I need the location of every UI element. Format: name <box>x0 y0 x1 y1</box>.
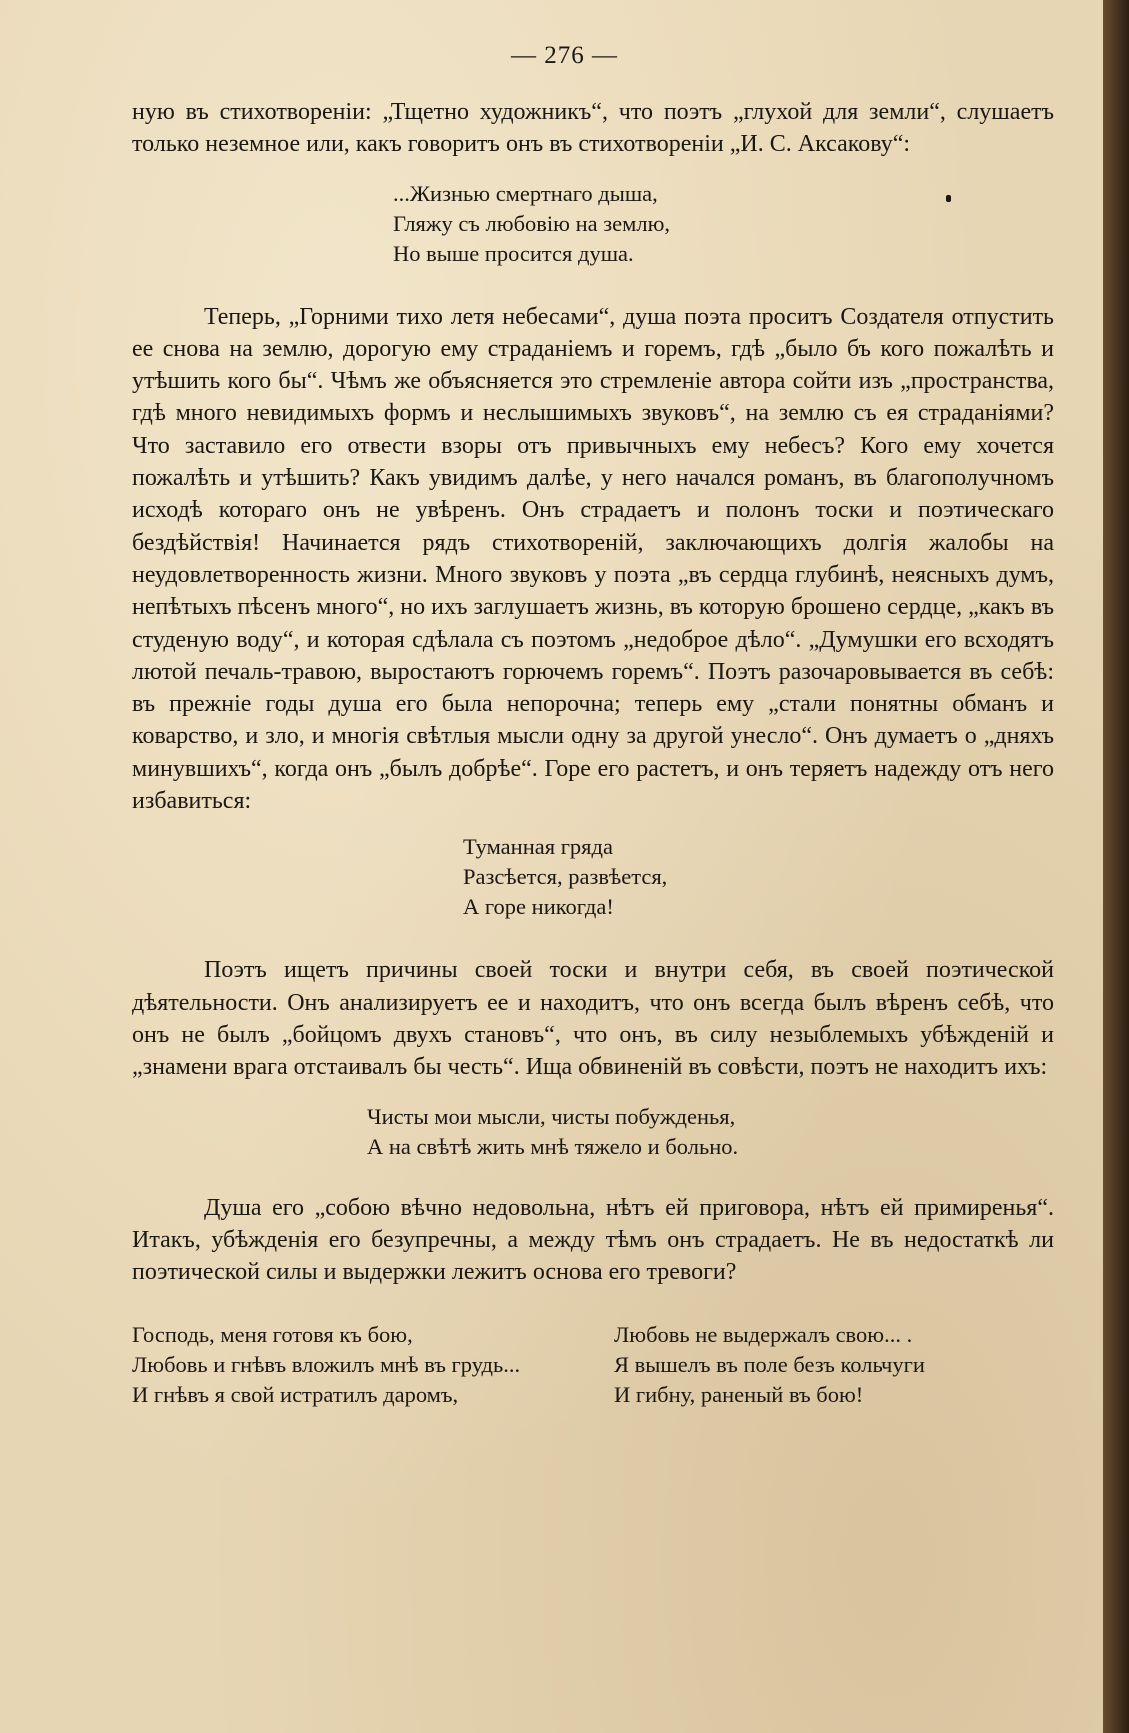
verse-line: Я вышелъ въ поле безъ кольчуги <box>614 1352 925 1378</box>
verse-column-left <box>132 1320 614 1410</box>
verse-line: Любовь не выдержалъ свою... . <box>614 1322 913 1348</box>
paragraph-3: Поэтъ ищетъ причины своей тоски и внутри себя, въ своей поэтической дѣятельности. Онъ анализируетъ ее и находитъ, что онъ всегда былъ вѣренъ себѣ, что онъ не былъ „бойцомъ двухъ становъ“, что онъ, въ силу незыблемыхъ убѣжденій и „знамени врага отстаивалъ бы честь“. Ища обвиненій въ совѣсти, поэтъ не находитъ ихъ: <box>132 957 1054 1081</box>
verse-quote-4 <box>132 1320 1054 1410</box>
verse-quote-1 <box>393 179 1054 269</box>
verse-line: А на свѣтѣ жить мнѣ тяжело и больно. <box>367 1133 739 1159</box>
verse-line: И гибну, раненый въ бою! <box>614 1382 864 1408</box>
page-body <box>132 96 1054 1410</box>
verse-quote-2 <box>463 832 1054 922</box>
verse-line: Разсѣется, развѣется, <box>463 864 668 890</box>
verse-line: Любовь и гнѣвъ вложилъ мнѣ въ грудь... <box>132 1352 521 1378</box>
page-number: — 276 — <box>511 42 618 69</box>
book-spine-edge <box>1103 0 1129 1733</box>
paragraph-1: ную въ стихотвореніи: „Тщетно художникъ“, что поэтъ „глухой для земли“, слушаетъ только неземное или, какъ говоритъ онъ въ стихотвореніи „И. С. Аксакову“: <box>132 99 1054 158</box>
verse-line: И гнѣвъ я свой истратилъ даромъ, <box>132 1382 459 1408</box>
verse-line: Туманная гряда <box>463 834 613 860</box>
paragraph-2: Теперь, „Горними тихо летя небесами“, душа поэта проситъ Создателя отпустить ее снова на землю, дорогую ему страданіемъ и горемъ, гдѣ „было бъ кого пожалѣть и утѣшить кого бы“. Чѣмъ же объясняется это стремленіе автора сойти изъ „пространства, гдѣ много невидимыхъ формъ и неслышимыхъ звуковъ“, на землю съ ея страданіями? Что заставило его отвести взоры отъ привычныхъ ему небесъ? Кого ему хочется пожалѣть и утѣшить? Какъ увидимъ далѣе, у него начался романъ, въ благополучномъ исходѣ котораго онъ не увѣренъ. Онъ страдаетъ и полонъ тоски и поэтическаго бездѣйствія! Начинается рядъ стихотвореній, заключающихъ долгія жалобы на неудовлетворенность жизни. Много звуковъ у поэта „въ сердца глубинѣ, неясныхъ думъ, непѣтыхъ пѣсенъ много“, но ихъ заглушаетъ жизнь, въ которую брошено сердце, „какъ въ студеную воду“, и которая сдѣлала съ поэтомъ „недоброе дѣло“. „Думушки его всходятъ лютой печаль-травою, выростаютъ горючемъ горемъ“. Поэтъ разочаровывается въ себѣ: въ прежніе годы душа его была непорочна; теперь ему „стали понятны обманъ и коварство, и зло, и многія свѣтлыя мысли одну за другой унесло“. Онъ думаетъ о „дняхъ минувшихъ“, когда онъ „былъ добрѣе“. Горе его растетъ, и онъ теряетъ надежду отъ него избавиться: <box>132 303 1054 815</box>
paragraph-4: Душа его „собою вѣчно недовольна, нѣтъ ей приговора, нѣтъ ей примиренья“. Итакъ, убѣжденія его безупречны, а между тѣмъ онъ страдаетъ. Не въ недостаткѣ ли поэтической силы и выдержки лежитъ основа его тревоги? <box>132 1194 1054 1286</box>
verse-column-right <box>614 1320 925 1410</box>
verse-line: ...Жизнью смертнаго дыша, <box>393 180 658 206</box>
verse-line: Чисты мои мысли, чисты побужденья, <box>367 1103 736 1129</box>
verse-line: Гляжу съ любовію на землю, <box>393 210 671 236</box>
verse-quote-3 <box>367 1102 1054 1162</box>
verse-line: Но выше просится душа. <box>393 240 634 266</box>
verse-line: А горе никогда! <box>463 894 614 920</box>
verse-line: Господь, меня готовя къ бою, <box>132 1322 413 1348</box>
